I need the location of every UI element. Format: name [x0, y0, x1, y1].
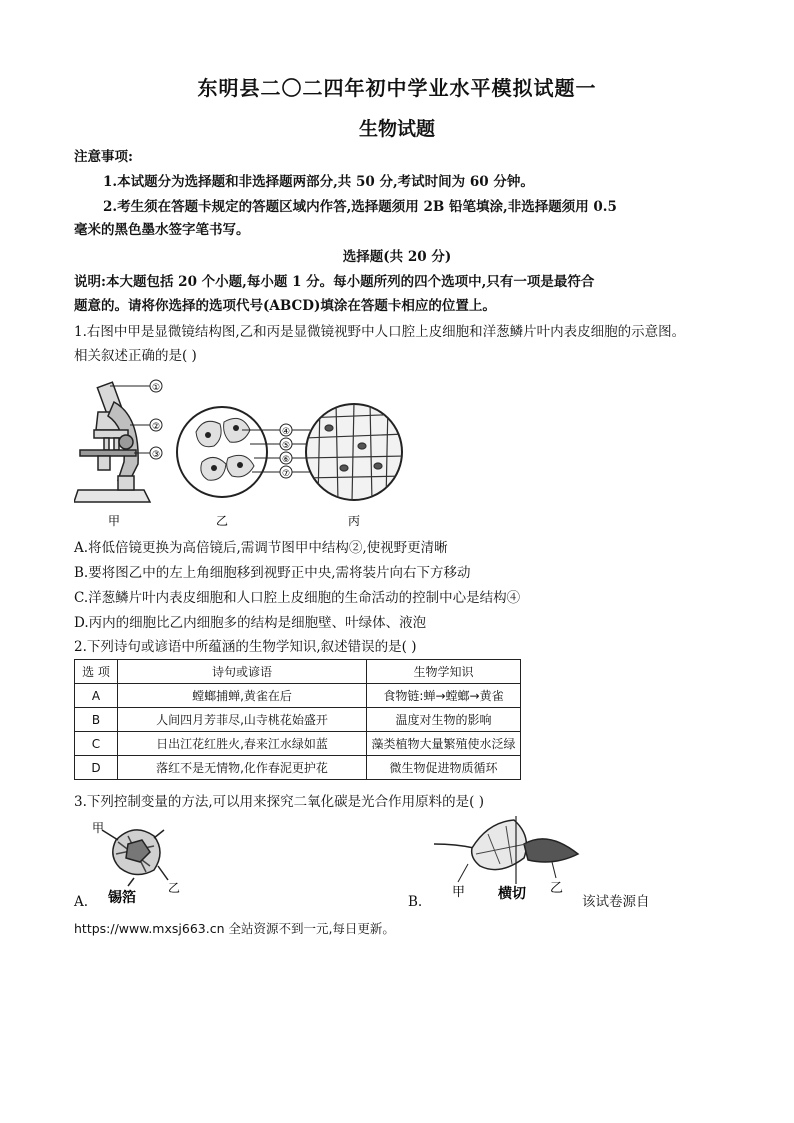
- q1-microscope-figure: [74, 372, 404, 532]
- table-cell: A: [75, 684, 118, 708]
- fig-b-jia: 甲: [452, 885, 466, 900]
- label-5: ⑤: [282, 441, 291, 451]
- table-cell: B: [75, 708, 118, 732]
- label-6: ⑥: [282, 455, 291, 465]
- table-header-cell: 诗句或谚语: [118, 660, 367, 684]
- fig-b-yi: 乙: [550, 881, 564, 896]
- q3-option-a-label: A.: [74, 894, 89, 910]
- fig-a-foil: 锡箔: [108, 890, 136, 906]
- exam-title: 东明县二〇二四年初中学业水平模拟试题一: [197, 76, 597, 100]
- q3-option-b-label: B.: [408, 894, 423, 910]
- footer-line: https://www.mxsj663.cn 全站资源不到一元,每日更新。: [74, 921, 395, 936]
- table-header-cell: 选 项: [75, 660, 118, 684]
- fig-b-cut: 横切: [498, 886, 526, 902]
- table-cell: 藻类植物大量繁殖使水泛绿: [367, 732, 521, 756]
- section-desc-2: 题意的。请将你选择的选项代号(ABCD)填涂在答题卡相应的位置上。: [74, 298, 496, 314]
- notice-item-1: 1.本试题分为选择题和非选择题两部分,共 50 分,考试时间为 60 分钟。: [103, 174, 534, 190]
- q3-figure-b: [428, 814, 588, 906]
- q1-stem-1: 1.右图中甲是显微镜结构图,乙和丙是显微镜视野中人口腔上皮细胞和洋葱鳞片叶内表皮细胞的示意图。: [74, 324, 686, 340]
- q1-option-a: A.将低倍镜更换为高倍镜后,需调节图甲中结构②,使视野更清晰: [74, 540, 448, 556]
- table-cell: C: [75, 732, 118, 756]
- label-3: ③: [152, 450, 161, 460]
- table-cell: 微生物促进物质循环: [367, 756, 521, 780]
- table-cell: 温度对生物的影响: [367, 708, 521, 732]
- q1-option-b: B.要将图乙中的左上角细胞移到视野正中央,需将装片向右下方移动: [74, 565, 471, 581]
- cheek-cell-view: [177, 407, 267, 497]
- q2-stem: 2.下列诗句或谚语中所蕴涵的生物学知识,叙述错误的是( ): [74, 639, 417, 655]
- exam-subject: 生物试题: [358, 118, 435, 140]
- label-yi: 乙: [216, 514, 229, 528]
- leaf-with-foil-drawing: [102, 830, 168, 886]
- notice-item-2-cont: 毫米的黑色墨水签字笔书写。: [74, 222, 250, 238]
- table-row: [75, 732, 521, 756]
- q1-option-d: D.丙内的细胞比乙内细胞多的结构是细胞壁、叶绿体、液泡: [74, 615, 427, 631]
- table-row: [75, 684, 521, 708]
- table-cell: 食物链:蝉→螳螂→黄雀: [367, 684, 521, 708]
- table-header-row: [75, 660, 521, 684]
- notice-heading: 注意事项:: [74, 149, 133, 165]
- table-cell: 螳螂捕蝉,黄雀在后: [118, 684, 367, 708]
- section-desc-1: 说明:本大题包括 20 个小题,每小题 1 分。每小题所列的四个选项中,只有一项是最符合: [74, 274, 595, 290]
- label-2: ②: [152, 422, 161, 432]
- cut-leaf-drawing: [434, 816, 578, 884]
- notice-item-2: 2.考生须在答题卡规定的答题区域内作答,选择题须用 2B 铅笔填涂,非选择题须用 0.5: [103, 199, 617, 215]
- table-cell: D: [75, 756, 118, 780]
- footer-right-note: 该试卷源自: [582, 894, 650, 910]
- label-7: ⑦: [282, 469, 291, 479]
- table-row: [75, 708, 521, 732]
- q3-figure-a: [88, 818, 198, 908]
- label-1: ①: [152, 383, 161, 393]
- table-cell: 日出江花红胜火,春来江水绿如蓝: [118, 732, 367, 756]
- fig-a-jia: 甲: [92, 821, 105, 835]
- table-cell: 落红不是无情物,化作春泥更护花: [118, 756, 367, 780]
- table-header-cell: 生物学知识: [367, 660, 521, 684]
- label-bing: 丙: [348, 514, 361, 528]
- q2-table: [74, 659, 521, 780]
- onion-cell-view: [304, 402, 404, 502]
- q1-stem-2: 相关叙述正确的是( ): [74, 348, 197, 364]
- table-row: [75, 756, 521, 780]
- q1-option-c: C.洋葱鳞片叶内表皮细胞和人口腔上皮细胞的生命活动的控制中心是结构④: [74, 590, 521, 606]
- microscope-drawing: [74, 382, 150, 502]
- fig-a-yi: 乙: [168, 881, 181, 895]
- label-jia: 甲: [108, 514, 121, 528]
- label-4: ④: [282, 427, 291, 437]
- table-cell: 人间四月芳菲尽,山寺桃花始盛开: [118, 708, 367, 732]
- q3-stem: 3.下列控制变量的方法,可以用来探究二氧化碳是光合作用原料的是( ): [74, 794, 484, 810]
- section-title: 选择题(共 20 分): [342, 249, 452, 265]
